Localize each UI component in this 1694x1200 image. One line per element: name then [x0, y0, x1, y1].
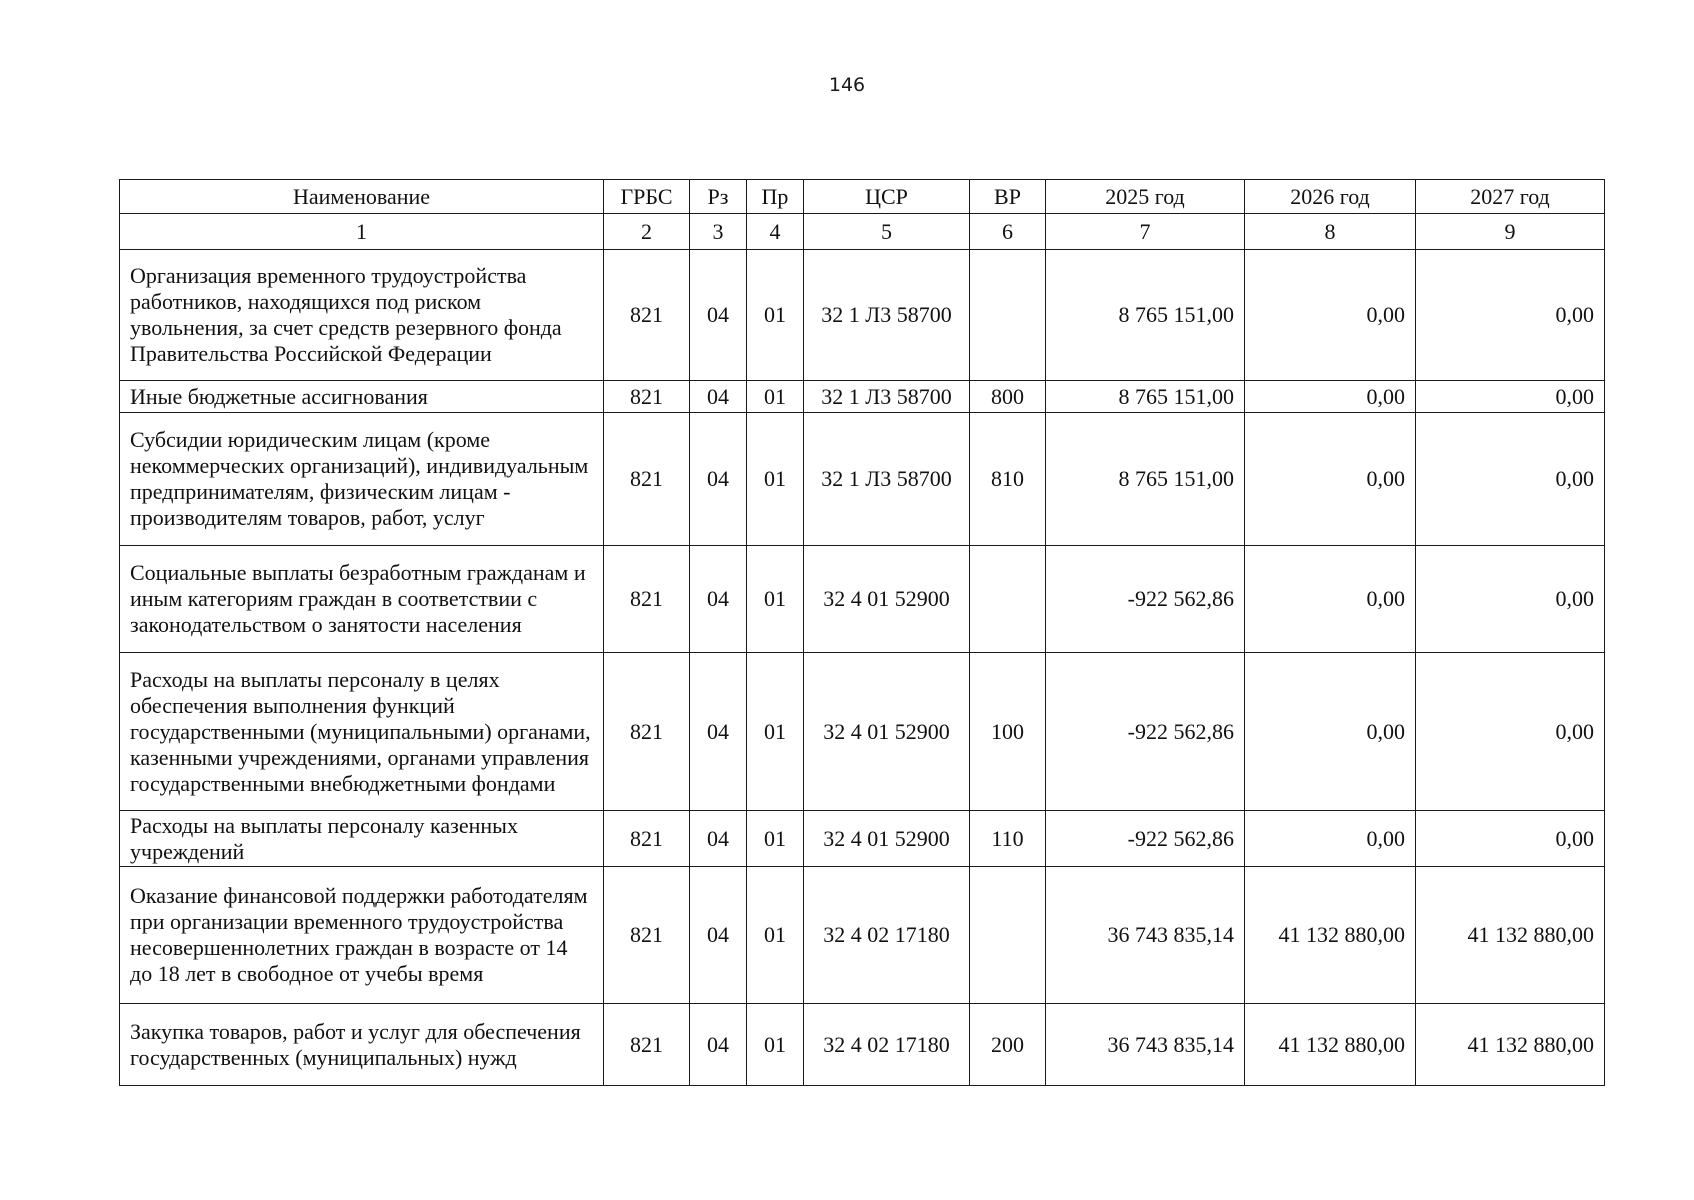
row-pr: 01 — [747, 811, 804, 867]
column-number: 8 — [1245, 214, 1416, 250]
row-2025: -922 562,86 — [1046, 546, 1245, 653]
table-row — [120, 250, 1605, 381]
row-pr: 01 — [747, 413, 804, 546]
row-rz: 04 — [690, 413, 747, 546]
row-csr: 32 4 01 52900 — [804, 653, 970, 811]
header-grbs: ГРБС — [604, 180, 690, 214]
table-row — [120, 381, 1605, 413]
row-csr: 32 1 Л3 58700 — [804, 250, 970, 381]
row-2025: 8 765 151,00 — [1046, 250, 1245, 381]
table-row — [120, 811, 1605, 867]
row-2026: 0,00 — [1245, 653, 1416, 811]
header-2025: 2025 год — [1046, 180, 1245, 214]
row-2027: 41 132 880,00 — [1416, 867, 1605, 1004]
column-number: 9 — [1416, 214, 1605, 250]
row-rz: 04 — [690, 546, 747, 653]
row-pr: 01 — [747, 546, 804, 653]
row-2027: 0,00 — [1416, 250, 1605, 381]
column-number: 7 — [1046, 214, 1245, 250]
row-rz: 04 — [690, 381, 747, 413]
row-2026: 41 132 880,00 — [1245, 1004, 1416, 1086]
row-csr: 32 4 02 17180 — [804, 867, 970, 1004]
row-2027: 0,00 — [1416, 381, 1605, 413]
column-number: 2 — [604, 214, 690, 250]
row-2026: 0,00 — [1245, 413, 1416, 546]
row-2027: 0,00 — [1416, 546, 1605, 653]
row-name: Социальные выплаты безработным гражданам и иным категориям граждан в соответствии с законодательством о занятости населения — [120, 546, 604, 653]
column-number: 5 — [804, 214, 970, 250]
row-csr: 32 1 Л3 58700 — [804, 413, 970, 546]
table-row — [120, 546, 1605, 653]
row-2025: 36 743 835,14 — [1046, 867, 1245, 1004]
row-name: Закупка товаров, работ и услуг для обеспечения государственных (муниципальных) нужд — [120, 1004, 604, 1086]
column-number: 6 — [970, 214, 1046, 250]
row-pr: 01 — [747, 381, 804, 413]
row-name: Расходы на выплаты персоналу в целях обеспечения выполнения функций государственными (муниципальными) органами, казенными учреждениями, органами управления государственными внебюджетными фондами — [120, 653, 604, 811]
row-2025: 8 765 151,00 — [1046, 381, 1245, 413]
row-name: Субсидии юридическим лицам (кроме некоммерческих организаций), индивидуальным предпринимателям, физическим лицам - производителям товаров, работ, услуг — [120, 413, 604, 546]
row-2027: 0,00 — [1416, 413, 1605, 546]
header-2026: 2026 год — [1245, 180, 1416, 214]
row-2025: -922 562,86 — [1046, 811, 1245, 867]
row-csr: 32 4 01 52900 — [804, 811, 970, 867]
row-csr: 32 4 01 52900 — [804, 546, 970, 653]
row-grbs: 821 — [604, 250, 690, 381]
row-vr: 800 — [970, 381, 1046, 413]
row-vr — [970, 250, 1046, 381]
header-2027: 2027 год — [1416, 180, 1605, 214]
row-grbs: 821 — [604, 546, 690, 653]
row-name: Иные бюджетные ассигнования — [120, 381, 604, 413]
column-number-row — [120, 214, 1605, 250]
table-row — [120, 653, 1605, 811]
row-rz: 04 — [690, 867, 747, 1004]
row-rz: 04 — [690, 653, 747, 811]
header-rz: Рз — [690, 180, 747, 214]
row-2025: -922 562,86 — [1046, 653, 1245, 811]
row-grbs: 821 — [604, 867, 690, 1004]
row-name: Организация временного трудоустройства работников, находящихся под риском увольнения, за счет средств резервного фонда Правительства Российской Федерации — [120, 250, 604, 381]
header-vr: ВР — [970, 180, 1046, 214]
row-grbs: 821 — [604, 381, 690, 413]
row-vr — [970, 546, 1046, 653]
column-number: 3 — [690, 214, 747, 250]
column-number: 1 — [120, 214, 604, 250]
row-2025: 8 765 151,00 — [1046, 413, 1245, 546]
header-name: Наименование — [120, 180, 604, 214]
row-2026: 0,00 — [1245, 546, 1416, 653]
row-2026: 0,00 — [1245, 811, 1416, 867]
row-pr: 01 — [747, 867, 804, 1004]
budget-table — [119, 179, 1605, 1086]
row-rz: 04 — [690, 250, 747, 381]
row-pr: 01 — [747, 653, 804, 811]
row-2026: 0,00 — [1245, 381, 1416, 413]
row-2027: 0,00 — [1416, 811, 1605, 867]
row-pr: 01 — [747, 1004, 804, 1086]
row-vr: 200 — [970, 1004, 1046, 1086]
table-row — [120, 1004, 1605, 1086]
header-csr: ЦСР — [804, 180, 970, 214]
table-row — [120, 413, 1605, 546]
table-row — [120, 867, 1605, 1004]
row-2027: 41 132 880,00 — [1416, 1004, 1605, 1086]
row-grbs: 821 — [604, 653, 690, 811]
row-vr: 100 — [970, 653, 1046, 811]
row-rz: 04 — [690, 811, 747, 867]
row-vr — [970, 867, 1046, 1004]
row-rz: 04 — [690, 1004, 747, 1086]
row-grbs: 821 — [604, 1004, 690, 1086]
row-name: Расходы на выплаты персоналу казенных учреждений — [120, 811, 604, 867]
page-number: 146 — [828, 74, 866, 96]
row-csr: 32 4 02 17180 — [804, 1004, 970, 1086]
row-2026: 41 132 880,00 — [1245, 867, 1416, 1004]
header-row — [120, 180, 1605, 214]
header-pr: Пр — [747, 180, 804, 214]
row-2026: 0,00 — [1245, 250, 1416, 381]
row-2027: 0,00 — [1416, 653, 1605, 811]
row-vr: 810 — [970, 413, 1046, 546]
row-pr: 01 — [747, 250, 804, 381]
row-vr: 110 — [970, 811, 1046, 867]
row-2025: 36 743 835,14 — [1046, 1004, 1245, 1086]
row-grbs: 821 — [604, 413, 690, 546]
row-name: Оказание финансовой поддержки работодателям при организации временного трудоустройства несовершеннолетних граждан в возрасте от 14 до 18 лет в свободное от учебы время — [120, 867, 604, 1004]
column-number: 4 — [747, 214, 804, 250]
row-csr: 32 1 Л3 58700 — [804, 381, 970, 413]
row-grbs: 821 — [604, 811, 690, 867]
